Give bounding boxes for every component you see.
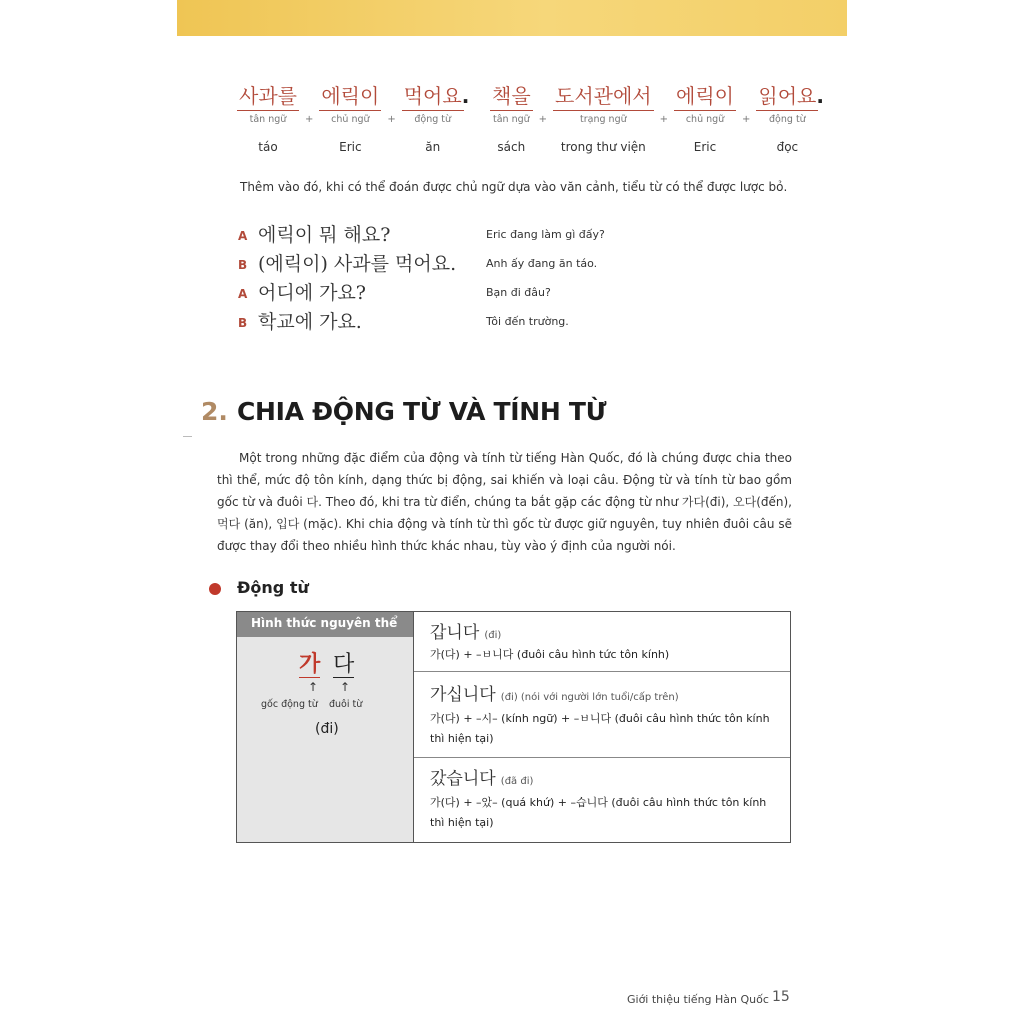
grammar-role: chủ ngữ xyxy=(685,114,725,125)
form-explanation: 가(다) + –ㅂ니다 (đuôi câu hình tức tôn kính) xyxy=(430,648,670,661)
plus-sign: + xyxy=(387,114,396,125)
korean-word: 책을 xyxy=(490,84,533,111)
page-number: 15 xyxy=(772,989,790,1005)
dialogue xyxy=(238,220,798,336)
korean-word: 읽어요 xyxy=(756,84,818,111)
speaker-label: A xyxy=(238,229,248,243)
plus-sign: + xyxy=(659,114,669,125)
root-label: gốc động từ xyxy=(261,699,318,710)
vietnamese-translation: Eric đang làm gì đấy? xyxy=(486,228,605,241)
verb-root: 가 xyxy=(299,652,321,677)
form-explanation: 가(다) + –았– (quá khứ) + –습니다 (đuôi câu hình thức tôn kính thì hiện tại) xyxy=(430,796,767,829)
word-meaning: táo xyxy=(258,140,278,154)
speaker-label: B xyxy=(238,316,248,330)
sentence-unit xyxy=(553,84,654,154)
ending-label: đuôi từ xyxy=(329,699,363,710)
grammar-role: trạng ngữ xyxy=(580,114,627,125)
plus-sign: + xyxy=(304,114,314,125)
sentence-unit xyxy=(402,84,464,154)
section-paragraph: Một trong những đặc điểm của động và tính từ tiếng Hàn Quốc, đó là chúng được chia theo thì thể, mức độ tôn kính, dạng thức bị động, sai khiến và loại câu. Động từ và tính từ bao gồm gốc từ và đuôi 다. Theo đó, khi tra từ điển, chúng ta bắt gặp các động từ như 가다(đi), 오다(đến), 먹다 (ăn), 입다 (mặc). Khi chia động và tính từ thì gốc từ được giữ nguyên, tuy nhiên đuôi câu sẽ được thay đổi theo nhiều hình thức khác nhau, tùy vào ý định của người nói. xyxy=(217,451,792,553)
word-meaning: Eric xyxy=(339,140,362,154)
korean-word: 도서관에서 xyxy=(553,84,654,111)
korean-line: 학교에 가요. xyxy=(258,311,362,333)
form-row xyxy=(414,758,790,842)
word-meaning: Eric xyxy=(693,140,717,154)
conjugated-form: 갔습니다 xyxy=(430,769,496,789)
form-explanation: 가(다) + –시– (kính ngữ) + –ㅂ니다 (đuôi câu hình thức tôn kính thì hiện tại) xyxy=(430,712,770,745)
margin-mark xyxy=(183,436,192,437)
word-meaning: đọc xyxy=(776,140,799,154)
infinitive-header: Hình thức nguyên thể xyxy=(237,612,413,637)
grammar-role: chủ ngữ xyxy=(331,114,370,125)
example-sentence-1 xyxy=(237,84,469,154)
conjugation-table xyxy=(236,611,791,843)
running-footer: Giới thiệu tiếng Hàn Quốc xyxy=(627,993,769,1006)
form-row xyxy=(414,672,790,758)
plus-sign: + xyxy=(538,114,548,125)
dialogue-line xyxy=(238,307,798,336)
header-band xyxy=(177,0,847,36)
verb-meaning: (đi) xyxy=(315,721,339,737)
vietnamese-translation: Anh ấy đang ăn táo. xyxy=(486,257,598,270)
dialogue-line xyxy=(238,278,798,307)
korean-word: 에릭이 xyxy=(319,84,381,111)
plus-sign: + xyxy=(742,114,751,125)
form-gloss: (đi) xyxy=(484,630,502,641)
example-sentence-2 xyxy=(490,84,824,154)
word-meaning: sách xyxy=(497,140,526,154)
vietnamese-translation: Bạn đi đâu? xyxy=(486,286,551,299)
korean-word: 사과를 xyxy=(237,84,299,111)
vietnamese-translation: Tôi đến trường. xyxy=(486,315,569,328)
sentence-unit xyxy=(674,84,736,154)
infinitive-column xyxy=(237,612,414,842)
sentence-unit xyxy=(756,84,818,154)
sentence-unit xyxy=(319,84,381,154)
bullet-icon xyxy=(209,583,221,595)
sentence-unit xyxy=(490,84,533,154)
dialogue-line xyxy=(238,249,798,278)
dialogue-line xyxy=(238,220,798,249)
word-meaning: ăn xyxy=(425,140,441,154)
verb-ending: 다 xyxy=(333,652,355,677)
grammar-role: tân ngữ xyxy=(492,114,530,125)
sentence-period: . xyxy=(816,84,824,108)
form-gloss: (đi) (nói với người lớn tuổi/cấp trên) xyxy=(500,692,679,703)
sentence-period: . xyxy=(461,84,470,108)
form-row xyxy=(414,612,790,672)
korean-line: (에릭이) 사과를 먹어요. xyxy=(258,253,457,275)
korean-word: 먹어요 xyxy=(402,84,464,111)
speaker-label: A xyxy=(238,287,248,301)
subsection-title: Động từ xyxy=(237,578,309,597)
speaker-label: B xyxy=(238,258,248,272)
grammar-role: động từ xyxy=(769,114,806,125)
grammar-role: tân ngữ xyxy=(249,114,287,125)
ellipsis-note: Thêm vào đó, khi có thể đoán được chủ ngữ dựa vào văn cảnh, tiểu từ có thể được lược bỏ. xyxy=(240,180,788,194)
grammar-role: động từ xyxy=(414,114,452,125)
korean-word: 에릭이 xyxy=(674,84,736,111)
section-title: CHIA ĐỘNG TỪ VÀ TÍNH TỪ xyxy=(237,397,607,426)
section-number: 2. xyxy=(201,397,228,426)
up-arrow-icon: ↑ xyxy=(308,680,319,694)
form-gloss: (đã đi) xyxy=(500,776,534,787)
conjugated-form: 갑니다 xyxy=(430,623,480,643)
word-meaning: trong thư viện xyxy=(560,140,646,154)
up-arrow-icon: ↑ xyxy=(340,680,351,694)
korean-line: 어디에 가요? xyxy=(258,282,366,304)
korean-line: 에릭이 뭐 해요? xyxy=(258,224,391,246)
forms-column xyxy=(414,612,790,842)
conjugated-form: 가십니다 xyxy=(430,685,496,705)
sentence-unit xyxy=(237,84,299,154)
